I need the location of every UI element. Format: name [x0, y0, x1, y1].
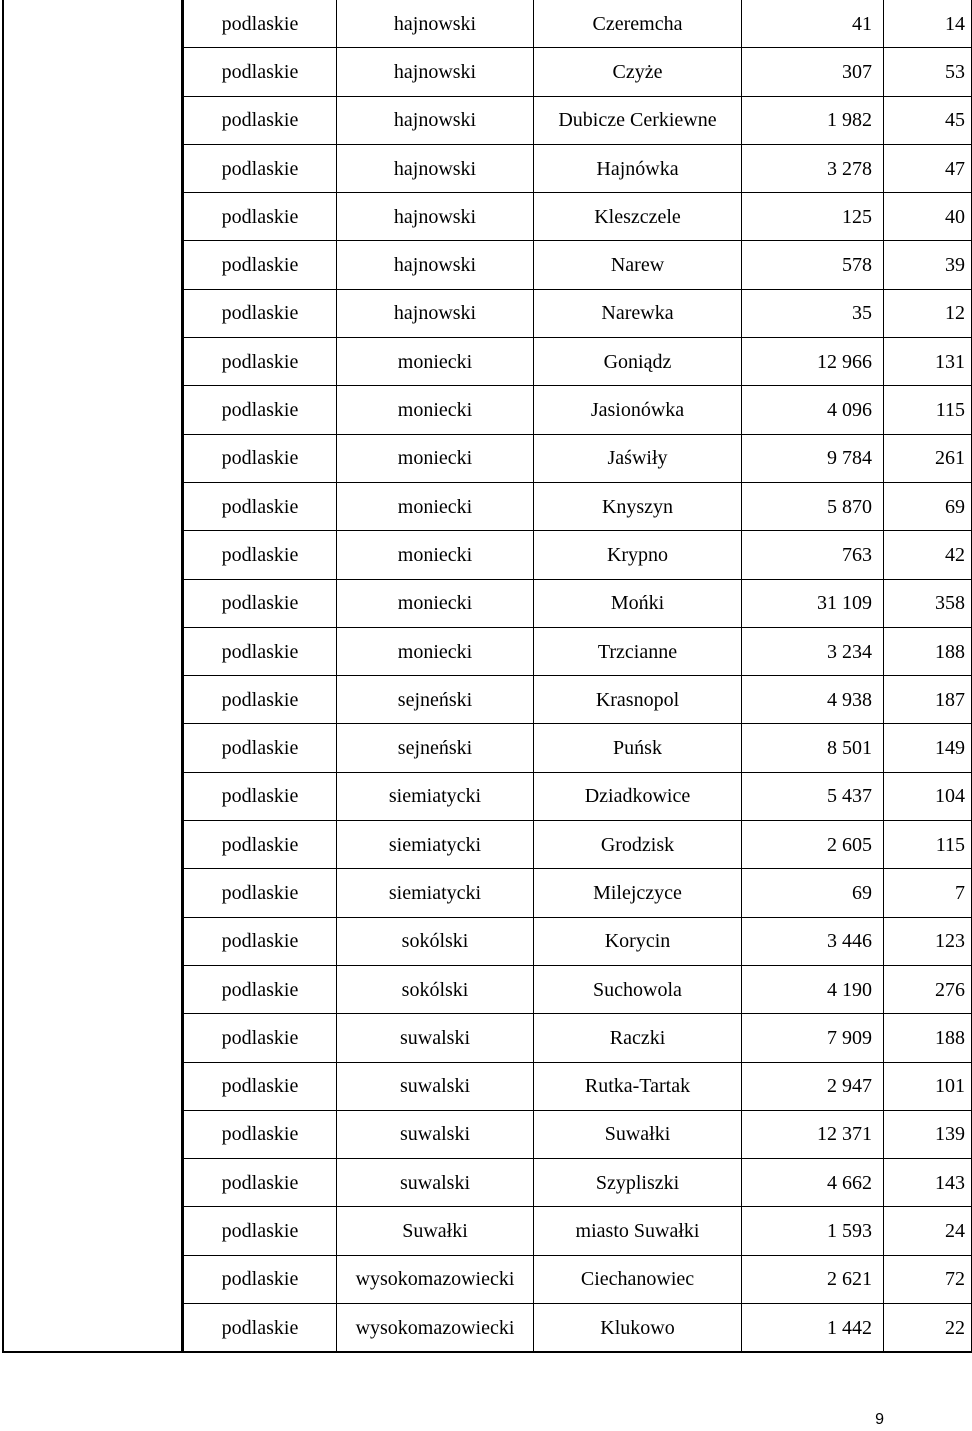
- value-2-cell: 139: [884, 1110, 972, 1158]
- value-1-cell: 12 966: [742, 338, 884, 386]
- county-cell: sejneński: [337, 724, 534, 772]
- municipality-cell: miasto Suwałki: [534, 1207, 742, 1255]
- municipality-cell: Krypno: [534, 531, 742, 579]
- county-cell: moniecki: [337, 627, 534, 675]
- county-cell: sejneński: [337, 676, 534, 724]
- table-row: [184, 48, 972, 96]
- value-2-cell: 101: [884, 1062, 972, 1110]
- county-cell: siemiatycki: [337, 821, 534, 869]
- county-cell: wysokomazowiecki: [337, 1255, 534, 1303]
- voivodeship-cell: podlaskie: [184, 96, 337, 144]
- municipality-cell: Puńsk: [534, 724, 742, 772]
- value-1-cell: 31 109: [742, 579, 884, 627]
- table-row: [184, 1062, 972, 1110]
- county-cell: hajnowski: [337, 0, 534, 48]
- municipality-cell: Knyszyn: [534, 482, 742, 530]
- value-2-cell: 261: [884, 434, 972, 482]
- value-1-cell: 1 982: [742, 96, 884, 144]
- table-row: [184, 193, 972, 241]
- municipality-cell: Jaświły: [534, 434, 742, 482]
- county-cell: hajnowski: [337, 241, 534, 289]
- value-1-cell: 763: [742, 531, 884, 579]
- voivodeship-cell: podlaskie: [184, 338, 337, 386]
- municipality-cell: Klukowo: [534, 1304, 742, 1353]
- table-row: [184, 772, 972, 820]
- value-1-cell: 9 784: [742, 434, 884, 482]
- county-cell: suwalski: [337, 1110, 534, 1158]
- value-2-cell: 149: [884, 724, 972, 772]
- value-2-cell: 115: [884, 821, 972, 869]
- table-row: [184, 0, 972, 48]
- county-cell: Suwałki: [337, 1207, 534, 1255]
- value-2-cell: 40: [884, 193, 972, 241]
- county-cell: moniecki: [337, 386, 534, 434]
- value-2-cell: 45: [884, 96, 972, 144]
- voivodeship-cell: podlaskie: [184, 0, 337, 48]
- value-2-cell: 14: [884, 0, 972, 48]
- municipality-cell: Suchowola: [534, 965, 742, 1013]
- value-2-cell: 131: [884, 338, 972, 386]
- value-1-cell: 4 662: [742, 1159, 884, 1207]
- value-2-cell: 7: [884, 869, 972, 917]
- voivodeship-cell: podlaskie: [184, 676, 337, 724]
- value-2-cell: 188: [884, 1014, 972, 1062]
- table-row: [184, 965, 972, 1013]
- table-row: [184, 386, 972, 434]
- voivodeship-cell: podlaskie: [184, 1062, 337, 1110]
- table-row: [184, 434, 972, 482]
- table-row: [184, 1110, 972, 1158]
- value-2-cell: 42: [884, 531, 972, 579]
- county-cell: siemiatycki: [337, 772, 534, 820]
- table-row: [184, 1255, 972, 1303]
- municipality-cell: Ciechanowiec: [534, 1255, 742, 1303]
- municipality-cell: Goniądz: [534, 338, 742, 386]
- table-row: [184, 482, 972, 530]
- voivodeship-cell: podlaskie: [184, 772, 337, 820]
- municipality-cell: Czeremcha: [534, 0, 742, 48]
- value-2-cell: 24: [884, 1207, 972, 1255]
- value-1-cell: 2 621: [742, 1255, 884, 1303]
- table-row: [184, 821, 972, 869]
- table-row: [184, 1207, 972, 1255]
- table-row: [184, 579, 972, 627]
- value-2-cell: 187: [884, 676, 972, 724]
- value-1-cell: 2 947: [742, 1062, 884, 1110]
- voivodeship-cell: podlaskie: [184, 48, 337, 96]
- voivodeship-cell: podlaskie: [184, 1014, 337, 1062]
- municipality-cell: Jasionówka: [534, 386, 742, 434]
- voivodeship-cell: podlaskie: [184, 917, 337, 965]
- county-cell: moniecki: [337, 434, 534, 482]
- table-body: [184, 0, 972, 1352]
- table-row: [184, 724, 972, 772]
- value-1-cell: 5 870: [742, 482, 884, 530]
- value-2-cell: 115: [884, 386, 972, 434]
- value-2-cell: 39: [884, 241, 972, 289]
- table-row: [184, 1014, 972, 1062]
- value-1-cell: 69: [742, 869, 884, 917]
- municipality-cell: Grodzisk: [534, 821, 742, 869]
- value-1-cell: 12 371: [742, 1110, 884, 1158]
- value-1-cell: 4 190: [742, 965, 884, 1013]
- municipality-cell: Raczki: [534, 1014, 742, 1062]
- county-cell: hajnowski: [337, 96, 534, 144]
- county-cell: moniecki: [337, 482, 534, 530]
- value-1-cell: 35: [742, 289, 884, 337]
- table-row: [184, 338, 972, 386]
- municipality-cell: Milejczyce: [534, 869, 742, 917]
- voivodeship-cell: podlaskie: [184, 193, 337, 241]
- voivodeship-cell: podlaskie: [184, 1159, 337, 1207]
- municipality-cell: Czyże: [534, 48, 742, 96]
- voivodeship-cell: podlaskie: [184, 386, 337, 434]
- value-2-cell: 69: [884, 482, 972, 530]
- voivodeship-cell: podlaskie: [184, 1304, 337, 1353]
- voivodeship-cell: podlaskie: [184, 821, 337, 869]
- county-cell: hajnowski: [337, 193, 534, 241]
- value-2-cell: 104: [884, 772, 972, 820]
- voivodeship-cell: podlaskie: [184, 1255, 337, 1303]
- voivodeship-cell: podlaskie: [184, 241, 337, 289]
- voivodeship-cell: podlaskie: [184, 965, 337, 1013]
- value-1-cell: 41: [742, 0, 884, 48]
- municipality-cell: Mońki: [534, 579, 742, 627]
- value-1-cell: 5 437: [742, 772, 884, 820]
- value-1-cell: 3 278: [742, 144, 884, 192]
- county-cell: moniecki: [337, 579, 534, 627]
- municipality-cell: Rutka-Tartak: [534, 1062, 742, 1110]
- county-cell: hajnowski: [337, 144, 534, 192]
- municipality-cell: Korycin: [534, 917, 742, 965]
- page-number: 9: [875, 1411, 884, 1428]
- value-1-cell: 3 234: [742, 627, 884, 675]
- municipality-cell: Hajnówka: [534, 144, 742, 192]
- voivodeship-cell: podlaskie: [184, 869, 337, 917]
- value-2-cell: 72: [884, 1255, 972, 1303]
- county-cell: suwalski: [337, 1062, 534, 1110]
- value-2-cell: 358: [884, 579, 972, 627]
- value-1-cell: 125: [742, 193, 884, 241]
- municipality-cell: Dubicze Cerkiewne: [534, 96, 742, 144]
- county-cell: suwalski: [337, 1159, 534, 1207]
- municipality-cell: Szypliszki: [534, 1159, 742, 1207]
- table-row: [184, 289, 972, 337]
- table-row: [184, 96, 972, 144]
- value-1-cell: 8 501: [742, 724, 884, 772]
- value-1-cell: 578: [742, 241, 884, 289]
- county-cell: siemiatycki: [337, 869, 534, 917]
- document-table-frame: [2, 0, 965, 1353]
- municipality-cell: Narewka: [534, 289, 742, 337]
- table-row: [184, 676, 972, 724]
- table-row: [184, 1159, 972, 1207]
- municipality-cell: Krasnopol: [534, 676, 742, 724]
- value-1-cell: 307: [742, 48, 884, 96]
- municipality-cell: Dziadkowice: [534, 772, 742, 820]
- table-row: [184, 531, 972, 579]
- table-row: [184, 869, 972, 917]
- voivodeship-cell: podlaskie: [184, 482, 337, 530]
- municipality-cell: Narew: [534, 241, 742, 289]
- value-2-cell: 276: [884, 965, 972, 1013]
- voivodeship-cell: podlaskie: [184, 1110, 337, 1158]
- municipality-cell: Kleszczele: [534, 193, 742, 241]
- table-row: [184, 144, 972, 192]
- data-table: [183, 0, 972, 1353]
- municipality-cell: Trzcianne: [534, 627, 742, 675]
- table-row: [184, 1304, 972, 1353]
- value-2-cell: 143: [884, 1159, 972, 1207]
- value-2-cell: 47: [884, 144, 972, 192]
- voivodeship-cell: podlaskie: [184, 724, 337, 772]
- municipality-cell: Suwałki: [534, 1110, 742, 1158]
- voivodeship-cell: podlaskie: [184, 434, 337, 482]
- value-1-cell: 4 096: [742, 386, 884, 434]
- table-row: [184, 627, 972, 675]
- value-2-cell: 188: [884, 627, 972, 675]
- empty-left-column: [2, 0, 183, 1353]
- voivodeship-cell: podlaskie: [184, 289, 337, 337]
- value-2-cell: 12: [884, 289, 972, 337]
- county-cell: suwalski: [337, 1014, 534, 1062]
- county-cell: wysokomazowiecki: [337, 1304, 534, 1353]
- county-cell: moniecki: [337, 338, 534, 386]
- county-cell: sokólski: [337, 965, 534, 1013]
- voivodeship-cell: podlaskie: [184, 627, 337, 675]
- voivodeship-cell: podlaskie: [184, 1207, 337, 1255]
- county-cell: sokólski: [337, 917, 534, 965]
- county-cell: hajnowski: [337, 289, 534, 337]
- value-2-cell: 123: [884, 917, 972, 965]
- value-1-cell: 1 442: [742, 1304, 884, 1353]
- value-1-cell: 1 593: [742, 1207, 884, 1255]
- county-cell: hajnowski: [337, 48, 534, 96]
- value-2-cell: 53: [884, 48, 972, 96]
- county-cell: moniecki: [337, 531, 534, 579]
- value-1-cell: 4 938: [742, 676, 884, 724]
- table-row: [184, 241, 972, 289]
- value-2-cell: 22: [884, 1304, 972, 1353]
- value-1-cell: 7 909: [742, 1014, 884, 1062]
- voivodeship-cell: podlaskie: [184, 531, 337, 579]
- value-1-cell: 2 605: [742, 821, 884, 869]
- voivodeship-cell: podlaskie: [184, 579, 337, 627]
- value-1-cell: 3 446: [742, 917, 884, 965]
- table-row: [184, 917, 972, 965]
- voivodeship-cell: podlaskie: [184, 144, 337, 192]
